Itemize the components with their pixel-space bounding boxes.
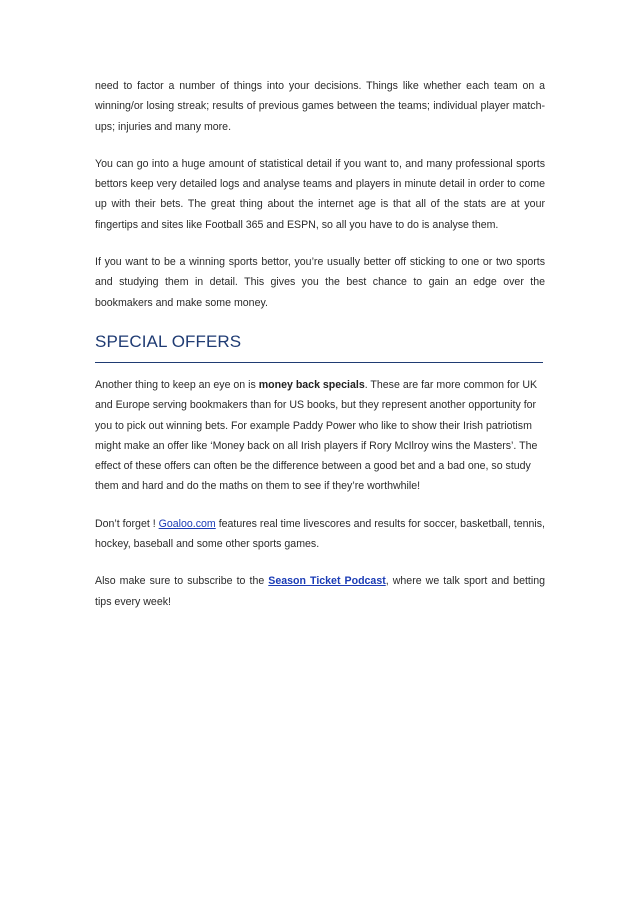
paragraph-money-back [95, 375, 545, 497]
bold-money-back-specials: money back specials [258, 378, 365, 391]
goaloo-link[interactable]: Goaloo.com [158, 517, 216, 530]
section-heading: SPECIAL OFFERS [95, 331, 242, 351]
paragraph-winning-bettor: If you want to be a winning sports bettor, you’re usually better off sticking to one or two sports and studying them in detail. This gives you the best chance to gain an edge over the bookmakers and make some money. [95, 256, 545, 309]
season-ticket-podcast-link[interactable]: Season Ticket Podcast [268, 575, 386, 588]
paragraph-statistics: You can go into a huge amount of statistical detail if you want to, and many professional sports bettors keep very detailed logs and analyse teams and players in minute detail in order to come up with their bets. The great thing about the internet age is that all of the stats are at your fingertips and sites like Football 365 and ESPN, so all you have to do is analyse them. [95, 157, 545, 231]
text-run: , where we talk sport and betting tips every week! [95, 575, 545, 608]
heading-underline-rule [95, 362, 543, 363]
paragraph-goaloo [95, 514, 545, 555]
document-body [95, 76, 545, 629]
text-run: Also make sure to subscribe to the [95, 575, 269, 588]
text-run: Another thing to keep an eye on is [95, 378, 259, 391]
text-run: features real time livescores and results for soccer, basketball, tennis, hockey, baseball and some other sports games. [95, 517, 545, 551]
paragraph-podcast [95, 571, 545, 612]
text-run: . These are far more common for UK and Europe serving bookmakers than for US books, but they represent another opportunity for you to pick out winning bets. For example Paddy Power who like to show their Irish patriotism might make an offer like ‘Money back on all Irish players if Rory McIlroy wins the Masters’. The effect of these offers can often be the difference between a good bet and a bad one, so study them and hard and do the maths on them to see if they’re worthwhile! [95, 378, 538, 493]
paragraph-factors: need to factor a number of things into your decisions. Things like whether each team on a winning/or losing streak; results of previous games between the teams; individual player match-ups; injuries and many more. [95, 80, 545, 133]
text-run: Don’t forget ! [95, 517, 159, 530]
